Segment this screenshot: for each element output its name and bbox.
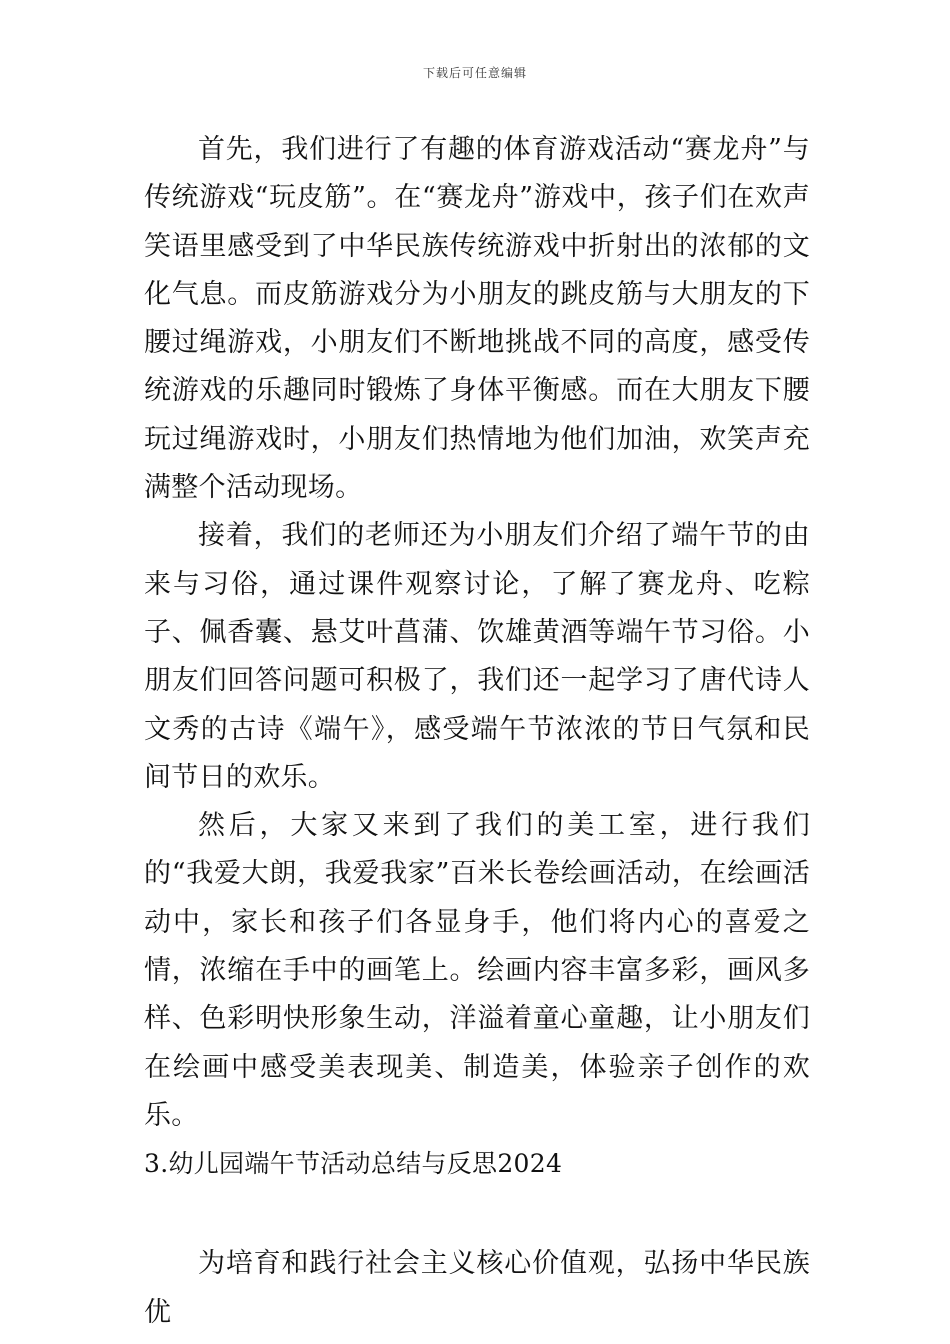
paragraph-sports-games: 首先，我们进行了有趣的体育游戏活动“赛龙舟”与传统游戏“玩皮筋”。在“赛龙舟”游戏中，孩子们在欢声笑语里感受到了中华民族传统游戏中折射出的浓郁的文化气息。而皮筋游戏分为小朋友的跳皮筋与大朋友的下腰过绳游戏，小朋友们不断地挑战不同的高度，感受传统游戏的乐趣同时锻炼了身体平衡感。而在大朋友下腰玩过绳游戏时，小朋友们热情地为他们加油，欢笑声充满整个活动现场。 — [144, 134, 810, 504]
section-heading: 3.幼儿园端午节活动总结与反思2024 — [144, 1149, 563, 1179]
paragraph-painting-activity: 然后，大家又来到了我们的美工室，进行我们的“我爱大朗，我爱我家”百米长卷绘画活动，在绘画活动中，家长和孩子们各显身手，他们将内心的喜爱之情，浓缩在手中的画笔上。绘画内容丰富多彩，画风多样、色彩明快形象生动，洋溢着童心童趣，让小朋友们在绘画中感受美表现美、制造美，体验亲子创作的欢乐。 — [144, 810, 810, 1131]
paragraph-festival-customs: 接着，我们的老师还为小朋友们介绍了端午节的由来与习俗，通过课件观察讨论，了解了赛龙舟、吃粽子、佩香囊、悬艾叶菖蒲、饮雄黄酒等端午节习俗。小朋友们回答问题可积极了，我们还一起学习了唐代诗人文秀的古诗《端午》，感受端午节浓浓的节日气氛和民间节日的欢乐。 — [144, 520, 810, 793]
document-body — [144, 126, 810, 1337]
paragraph-values-intro: 为培育和践行社会主义核心价值观，弘扬中华民族优 — [144, 1248, 810, 1328]
download-note: 下载后可任意编辑 — [422, 66, 527, 80]
